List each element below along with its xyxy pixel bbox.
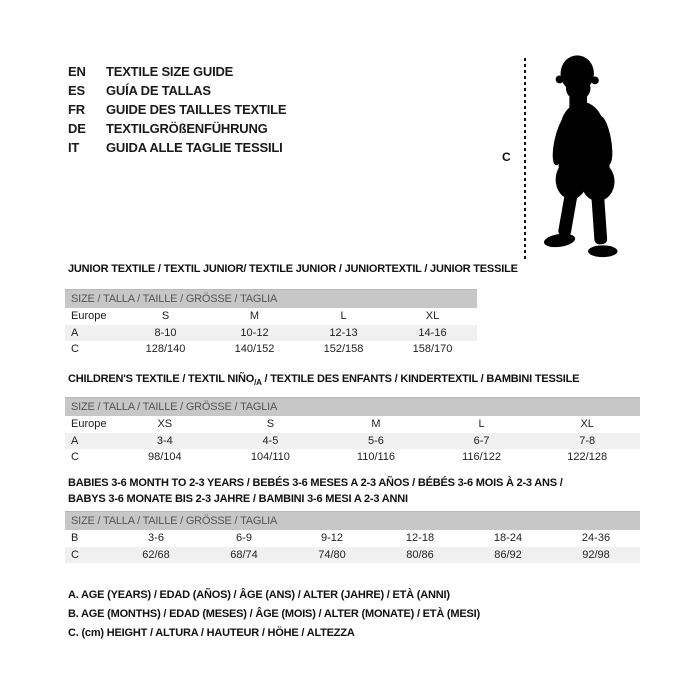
table-cell: 74/80 xyxy=(318,548,346,561)
table-cell: A xyxy=(71,434,79,447)
table-row xyxy=(65,449,640,466)
children-title-before: CHILDREN'S TEXTILE / TEXTIL NIÑO xyxy=(68,373,255,385)
table-cell: 110/116 xyxy=(356,451,396,464)
table-cell: L xyxy=(340,310,347,323)
legend-notes xyxy=(68,586,480,643)
table-cell: 116/122 xyxy=(462,451,502,464)
height-measure-label: C xyxy=(502,150,511,164)
lang-title: GUÍA DE TALLAS xyxy=(106,83,211,98)
table-cell: 18-24 xyxy=(493,532,523,545)
lang-title: GUIDA ALLE TAGLIE TESSILI xyxy=(106,140,283,155)
table-cell: 68/74 xyxy=(230,548,258,561)
table-cell: XS xyxy=(157,418,173,431)
table-cell: 7-8 xyxy=(579,434,596,447)
size-header-bar: SIZE / TALLA / TAILLE / GRÖSSE / TAGLIA xyxy=(65,398,640,417)
babies-table-title xyxy=(68,475,563,507)
note-age-months: B. AGE (MONTHS) / EDAD (MESES) / ÂGE (MOIS) / ALTER (MONATE) / ETÀ (MESI) xyxy=(68,608,480,620)
table-cell: 128/140 xyxy=(145,343,186,356)
table-cell: 86/92 xyxy=(494,548,522,561)
table-row xyxy=(65,433,640,450)
children-title-after: / TEXTILE DES ENFANTS / KINDERTEXTIL / BAMBINI TESSILE xyxy=(261,373,580,385)
baby-silhouette-icon xyxy=(536,50,644,262)
table-cell: C xyxy=(71,343,79,356)
table-row xyxy=(65,325,477,342)
lang-title: GUIDE DES TAILLES TEXTILE xyxy=(106,102,287,117)
table-header-row xyxy=(65,290,477,309)
table-cell: 6-9 xyxy=(236,532,252,545)
table-cell: 62/68 xyxy=(142,548,170,561)
babies-size-table xyxy=(65,511,640,563)
table-row xyxy=(65,547,640,564)
table-row xyxy=(65,416,640,433)
table-cell: 3-6 xyxy=(148,532,164,545)
table-cell: B xyxy=(71,532,79,545)
table-cell: M xyxy=(371,418,381,431)
table-cell: 24-36 xyxy=(581,532,611,545)
lang-code: IT xyxy=(68,140,80,155)
note-height-cm: C. (cm) HEIGHT / ALTURA / HAUTEUR / HÖHE / ALTEZZA xyxy=(68,627,355,639)
junior-table-title: JUNIOR TEXTILE / TEXTIL JUNIOR/ TEXTILE JUNIOR / JUNIORTEXTIL / JUNIOR TESSILE xyxy=(68,263,518,275)
table-row xyxy=(65,308,477,325)
table-cell: 98/104 xyxy=(147,451,182,464)
lang-row-es xyxy=(68,81,286,100)
lang-code: EN xyxy=(68,64,86,79)
table-cell: 9-12 xyxy=(320,532,344,545)
babies-title-line-2: BABYS 3-6 MONATE BIS 2-3 JAHRE / BAMBINI 3-6 MESI A 2-3 ANNI xyxy=(68,493,408,505)
table-cell: XL xyxy=(580,418,594,431)
table-cell: 104/110 xyxy=(250,451,290,464)
table-cell: 12-18 xyxy=(405,532,435,545)
table-row xyxy=(65,341,477,358)
table-cell: 152/158 xyxy=(323,343,364,356)
table-cell: 140/152 xyxy=(234,343,275,356)
table-row xyxy=(65,530,640,547)
table-cell: 4-5 xyxy=(262,434,279,447)
size-header-bar: SIZE / TALLA / TAILLE / GRÖSSE / TAGLIA xyxy=(65,290,477,309)
table-cell: 3-4 xyxy=(156,434,173,447)
table-cell: 10-12 xyxy=(240,326,269,339)
table-cell: C xyxy=(71,451,79,464)
junior-size-table xyxy=(65,289,477,358)
table-cell: 80/86 xyxy=(406,548,434,561)
lang-row-it xyxy=(68,138,286,157)
lang-code: DE xyxy=(68,121,86,136)
lang-row-fr xyxy=(68,100,286,119)
table-cell: 12-13 xyxy=(329,326,358,339)
note-age-years: A. AGE (YEARS) / EDAD (AÑOS) / ÂGE (ANS) / ALTER (JAHRE) / ETÀ (ANNI) xyxy=(68,589,450,601)
size-header-bar: SIZE / TALLA / TAILLE / GRÖSSE / TAGLIA xyxy=(65,512,640,531)
table-cell: 92/98 xyxy=(582,548,610,561)
table-cell: L xyxy=(478,418,485,431)
table-cell: Europe xyxy=(71,418,107,431)
table-cell: A xyxy=(71,326,79,339)
lang-title: TEXTILE SIZE GUIDE xyxy=(106,64,234,79)
table-cell: S xyxy=(266,418,275,431)
table-header-row xyxy=(65,398,640,417)
table-cell: 5-6 xyxy=(368,434,384,447)
table-cell: 122/128 xyxy=(567,451,608,464)
table-header-row xyxy=(65,512,640,531)
children-table-title xyxy=(68,373,579,387)
lang-row-de xyxy=(68,119,286,138)
table-cell: 158/170 xyxy=(412,343,453,356)
children-title-sub: /A xyxy=(254,378,262,388)
lang-code: FR xyxy=(68,102,85,117)
height-measure-dashed-line xyxy=(524,58,526,260)
children-size-table xyxy=(65,397,640,466)
table-cell: 8-10 xyxy=(154,326,177,339)
table-cell: XL xyxy=(425,310,440,323)
table-cell: Europe xyxy=(71,310,107,323)
language-title-block xyxy=(68,62,286,157)
table-cell: 6-7 xyxy=(473,434,490,447)
lang-code: ES xyxy=(68,83,85,98)
table-cell: S xyxy=(161,310,170,323)
lang-row-en xyxy=(68,62,286,81)
table-cell: M xyxy=(249,310,260,323)
table-cell: 14-16 xyxy=(418,326,447,339)
lang-title: TEXTILGRÖßENFÜHRUNG xyxy=(106,121,268,136)
babies-title-line-1: BABIES 3-6 MONTH TO 2-3 YEARS / BEBÉS 3-6 MESES A 2-3 AÑOS / BÉBÉS 3-6 MOIS À 2-3 ANS / xyxy=(68,477,563,489)
table-cell: C xyxy=(71,548,79,561)
